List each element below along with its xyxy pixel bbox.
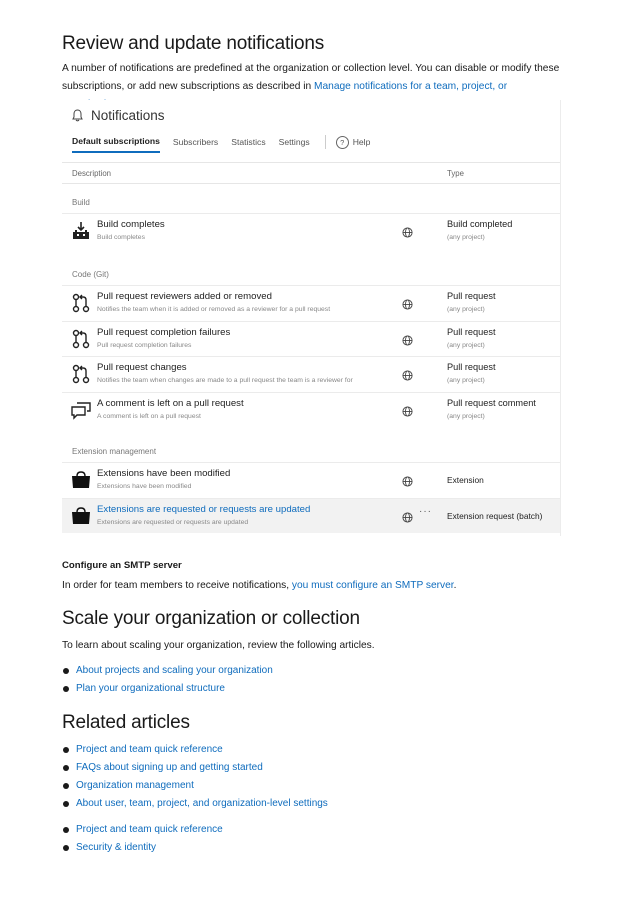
scale-links-list [62, 662, 273, 698]
configure-smtp-link[interactable]: you must configure an SMTP server [291, 580, 454, 591]
related-link[interactable]: FAQs about signing up and getting started [76, 762, 263, 773]
subscription-scope: (any project) [447, 306, 485, 313]
scale-link[interactable]: About projects and scaling your organization [76, 665, 273, 676]
extension-bag-icon [70, 506, 92, 526]
tab-subscribers[interactable]: Subscribers [172, 137, 219, 147]
extension-bag-icon [70, 470, 92, 490]
list-item [62, 839, 223, 857]
related-links-list [62, 741, 328, 813]
subscription-scope: (any project) [447, 377, 485, 384]
comment-icon [70, 400, 92, 420]
list-item [62, 795, 328, 813]
group-label: Extension management [72, 447, 157, 456]
list-item [62, 741, 328, 759]
subscription-title: Extensions are requested or requests are updated [97, 503, 311, 515]
list-item [62, 777, 328, 795]
subscription-row[interactable] [62, 285, 560, 320]
smtp-paragraph [62, 577, 457, 595]
list-item [62, 759, 328, 777]
globe-icon [402, 368, 413, 379]
subscription-description: Pull request completion failures [97, 341, 192, 349]
subscription-description: Notifies the team when changes are made to a pull request the team is a reviewer for [97, 377, 353, 384]
list-item [62, 680, 273, 698]
subscription-type: Pull request comment [447, 397, 536, 408]
globe-icon [402, 474, 413, 485]
subscription-description: Extensions have been modified [97, 483, 192, 490]
globe-icon [402, 297, 413, 308]
related-link[interactable]: Organization management [76, 780, 194, 791]
subscription-row[interactable] [62, 321, 560, 356]
globe-icon [402, 404, 413, 415]
section-heading-review: Review and update notifications [62, 33, 325, 54]
subscription-row[interactable] [62, 392, 560, 427]
tab-statistics[interactable]: Statistics [231, 137, 266, 147]
subscription-title: A comment is left on a pull request [97, 397, 244, 409]
column-header-description[interactable]: Description [72, 169, 111, 178]
build-icon [70, 221, 92, 241]
related-link[interactable]: About user, team, project, and organization-level settings [76, 798, 328, 809]
screenshot-header [72, 108, 165, 123]
subscription-type: Pull request [447, 291, 496, 301]
group-label: Build [72, 198, 90, 207]
manage-notifications-link[interactable]: Manage notifications for a team, project, or [314, 81, 508, 92]
pull-request-icon [70, 293, 92, 313]
related-link[interactable]: Security & identity [76, 842, 157, 853]
globe-icon [402, 333, 413, 344]
subscription-description: Build completes [97, 234, 145, 241]
subscription-row[interactable] [62, 356, 560, 391]
scale-link[interactable]: Plan your organizational structure [76, 683, 225, 694]
subscription-title: Extensions have been modified [97, 468, 231, 479]
section-heading-related: Related articles [62, 712, 190, 733]
tab-divider [325, 135, 326, 149]
help-label: Help [352, 137, 371, 147]
smtp-heading: Configure an SMTP server [62, 560, 182, 571]
more-actions-icon[interactable]: ··· [419, 505, 432, 517]
list-item [62, 821, 223, 839]
help-button[interactable] [336, 136, 371, 154]
subscription-scope: (any project) [447, 341, 485, 349]
pull-request-icon [70, 364, 92, 384]
screenshot-title: Notifications [91, 108, 165, 123]
scale-paragraph: To learn about scaling your organization, review the following articles. [62, 640, 375, 651]
subscription-description: Extensions are requested or requests are updated [97, 518, 249, 526]
subscription-row[interactable] [62, 462, 560, 497]
group-label: Code (Git) [72, 270, 109, 279]
subscription-type: Extension request (batch) [447, 510, 543, 521]
column-header-row [62, 162, 560, 184]
section-heading-scale: Scale your organization or collection [62, 608, 360, 629]
help-icon: ? [336, 136, 349, 149]
extra-links-list [62, 821, 223, 857]
tab-settings[interactable]: Settings [278, 137, 310, 147]
related-link[interactable]: Project and team quick reference [76, 824, 223, 835]
subscription-title: Pull request completion failures [97, 326, 231, 338]
subscription-type: Pull request [447, 326, 496, 337]
smtp-end: . [453, 580, 457, 591]
subscription-description: Notifies the team when it is added or removed as a reviewer for a pull request [97, 306, 331, 313]
notifications-screenshot [62, 100, 561, 536]
bell-icon [72, 109, 83, 122]
column-header-type[interactable]: Type [447, 169, 464, 178]
subscription-type: Pull request [447, 362, 496, 372]
intro-text: A number of notifications are predefined at the organization or collection level. You can disable or modify these subscriptions, or add new subscriptions as described in [62, 63, 560, 92]
subscription-row[interactable] [62, 213, 560, 248]
tab-bar [72, 135, 370, 154]
subscription-description: A comment is left on a pull request [97, 412, 201, 420]
globe-icon [402, 225, 413, 236]
related-link[interactable]: Project and team quick reference [76, 744, 223, 755]
pull-request-icon [70, 329, 92, 349]
subscription-type: Build completed [447, 219, 513, 229]
list-item [62, 662, 273, 680]
subscription-title: Pull request changes [97, 362, 187, 373]
subscription-title: Pull request reviewers added or removed [97, 291, 272, 302]
tab-default-subscriptions[interactable]: Default subscriptions [72, 136, 160, 153]
subscription-type: Extension [447, 475, 484, 485]
subscription-row[interactable] [62, 498, 560, 533]
smtp-text: In order for team members to receive notifications, [62, 580, 292, 591]
subscription-scope: (any project) [447, 412, 485, 420]
subscription-title: Build completes [97, 219, 165, 230]
subscription-scope: (any project) [447, 234, 485, 241]
globe-icon [402, 510, 413, 521]
